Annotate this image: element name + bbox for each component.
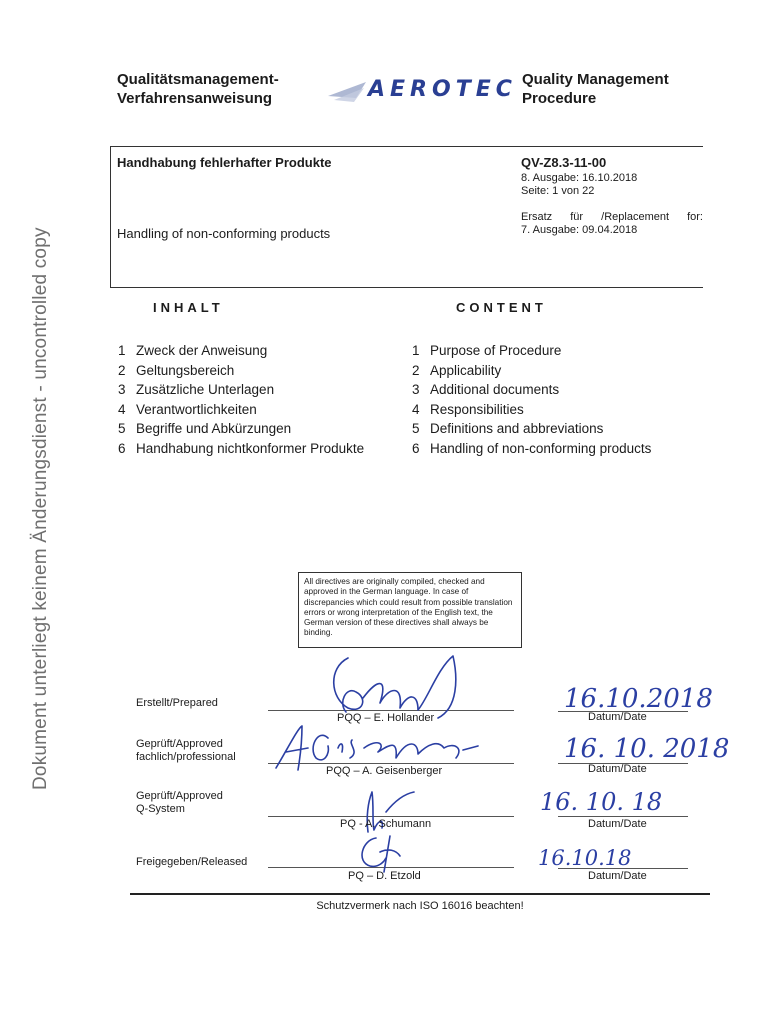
toc-heading-de: INHALT: [153, 300, 224, 315]
toc-item-num: 6: [118, 440, 126, 456]
toc-item-en[interactable]: [412, 419, 651, 439]
toc-item-text: Applicability: [430, 362, 502, 378]
aerotec-logo: [326, 74, 517, 106]
toc-list-en: [412, 341, 651, 458]
date-handwritten: 16. 10. 2018: [564, 734, 730, 764]
date-handwritten: 16.10.2018: [564, 684, 713, 714]
doc-page: Seite: 1 von 22: [521, 185, 595, 197]
doc-code: QV-Z8.3-11-00: [521, 155, 607, 170]
header-title-en-line2: Procedure: [522, 90, 597, 107]
logo-wing-icon: [326, 78, 370, 104]
date-line: [558, 868, 688, 869]
toc-item-text: Verantwortlichkeiten: [136, 401, 257, 417]
language-notice-box: All directives are originally compiled, checked and approved in the German language. In case of discrepancies which could result from possible translation errors or wrong interpretation of the English text, the German version of these directives shall always be binding.: [298, 572, 522, 648]
uncontrolled-copy-stamp: Dokument unterliegt keinem Änderungsdienst - uncontrolled copy: [30, 227, 51, 790]
toc-item-text: Zweck der Anweisung: [136, 343, 268, 358]
toc-item-en[interactable]: [412, 361, 651, 381]
toc-item-de[interactable]: [118, 419, 364, 439]
toc-item-text: Definitions and abbreviations: [430, 421, 604, 436]
toc-item-num: 4: [118, 401, 126, 417]
toc-item-text: Additional documents: [430, 382, 560, 397]
approval-label-line1: Geprüft/Approved: [136, 790, 223, 802]
approval-label-line2: fachlich/professional: [136, 751, 236, 763]
date-line: [558, 816, 688, 817]
date-handwritten: 16.10.18: [538, 846, 632, 870]
footer-divider: [130, 893, 710, 895]
toc-item-en[interactable]: [412, 400, 651, 420]
toc-list-de: [118, 341, 364, 458]
signer-name: PQ - A. Schumann: [340, 818, 432, 830]
approval-label-line1: Geprüft/Approved: [136, 738, 223, 750]
toc-item-en[interactable]: [412, 439, 651, 459]
toc-item-de[interactable]: [118, 341, 364, 361]
date-label: Datum/Date: [588, 870, 647, 882]
toc-item-en[interactable]: [412, 341, 651, 361]
header-title-en-line1: Quality Management: [522, 71, 669, 88]
toc-item-text: Handhabung nichtkonformer Produkte: [136, 440, 365, 456]
header-title-en: [522, 70, 669, 108]
toc-heading-en: CONTENT: [456, 300, 547, 315]
header-title-de-line2: Verfahrensanweisung: [117, 90, 273, 107]
approval-label: [136, 790, 223, 816]
doc-edition: 8. Ausgabe: 16.10.2018: [521, 172, 638, 184]
toc-item-de[interactable]: [118, 400, 364, 420]
toc-item-num: 6: [412, 440, 420, 456]
footer-protection-notice: Schutzvermerk nach ISO 16016 beachten!: [316, 900, 524, 912]
document-info-box: [110, 146, 703, 288]
doc-title-de: Handhabung fehlerhafter Produkte: [117, 155, 332, 170]
approval-label: [136, 738, 236, 764]
doc-title-en: Handling of non-conforming products: [117, 226, 331, 241]
toc-item-num: 3: [118, 382, 126, 397]
toc-item-de[interactable]: [118, 361, 364, 381]
toc-item-num: 3: [412, 382, 420, 397]
signer-name: PQQ – A. Geisenberger: [326, 765, 443, 777]
logo-text: AEROTEC: [368, 77, 517, 102]
toc-item-num: 1: [118, 343, 126, 358]
signer-name: PQ – D. Etzold: [348, 870, 421, 882]
toc-item-text: Zusätzliche Unterlagen: [136, 382, 275, 397]
toc-item-num: 1: [412, 343, 420, 358]
header-title-de-line1: Qualitätsmanagement-: [117, 71, 279, 88]
doc-replacement-label: Ersatz für /Replacement for:: [521, 211, 703, 223]
toc-item-num: 2: [118, 362, 126, 378]
approval-label-line2: Q-System: [136, 803, 185, 815]
toc-item-num: 4: [412, 401, 420, 417]
toc-item-de[interactable]: [118, 380, 364, 400]
toc-item-num: 5: [118, 421, 126, 436]
toc-item-text: Purpose of Procedure: [430, 343, 562, 358]
toc-item-text: Begriffe und Abkürzungen: [136, 421, 292, 436]
doc-replacement-edition: 7. Ausgabe: 09.04.2018: [521, 224, 638, 236]
approval-label: Freigegeben/Released: [136, 856, 248, 868]
toc-item-de[interactable]: [118, 439, 364, 459]
date-label: Datum/Date: [588, 711, 647, 723]
date-handwritten: 16. 10. 18: [540, 788, 663, 816]
toc-item-num: 2: [412, 362, 420, 378]
toc-item-num: 5: [412, 421, 420, 436]
toc-item-text: Handling of non-conforming products: [430, 440, 652, 456]
toc-item-en[interactable]: [412, 380, 651, 400]
date-label: Datum/Date: [588, 818, 647, 830]
toc-item-text: Geltungsbereich: [136, 362, 235, 378]
approval-label: Erstellt/Prepared: [136, 697, 218, 709]
signer-name: PQQ – E. Hollander: [337, 712, 435, 724]
date-label: Datum/Date: [588, 763, 647, 775]
header-title-de: [117, 70, 279, 108]
toc-item-text: Responsibilities: [430, 401, 524, 417]
